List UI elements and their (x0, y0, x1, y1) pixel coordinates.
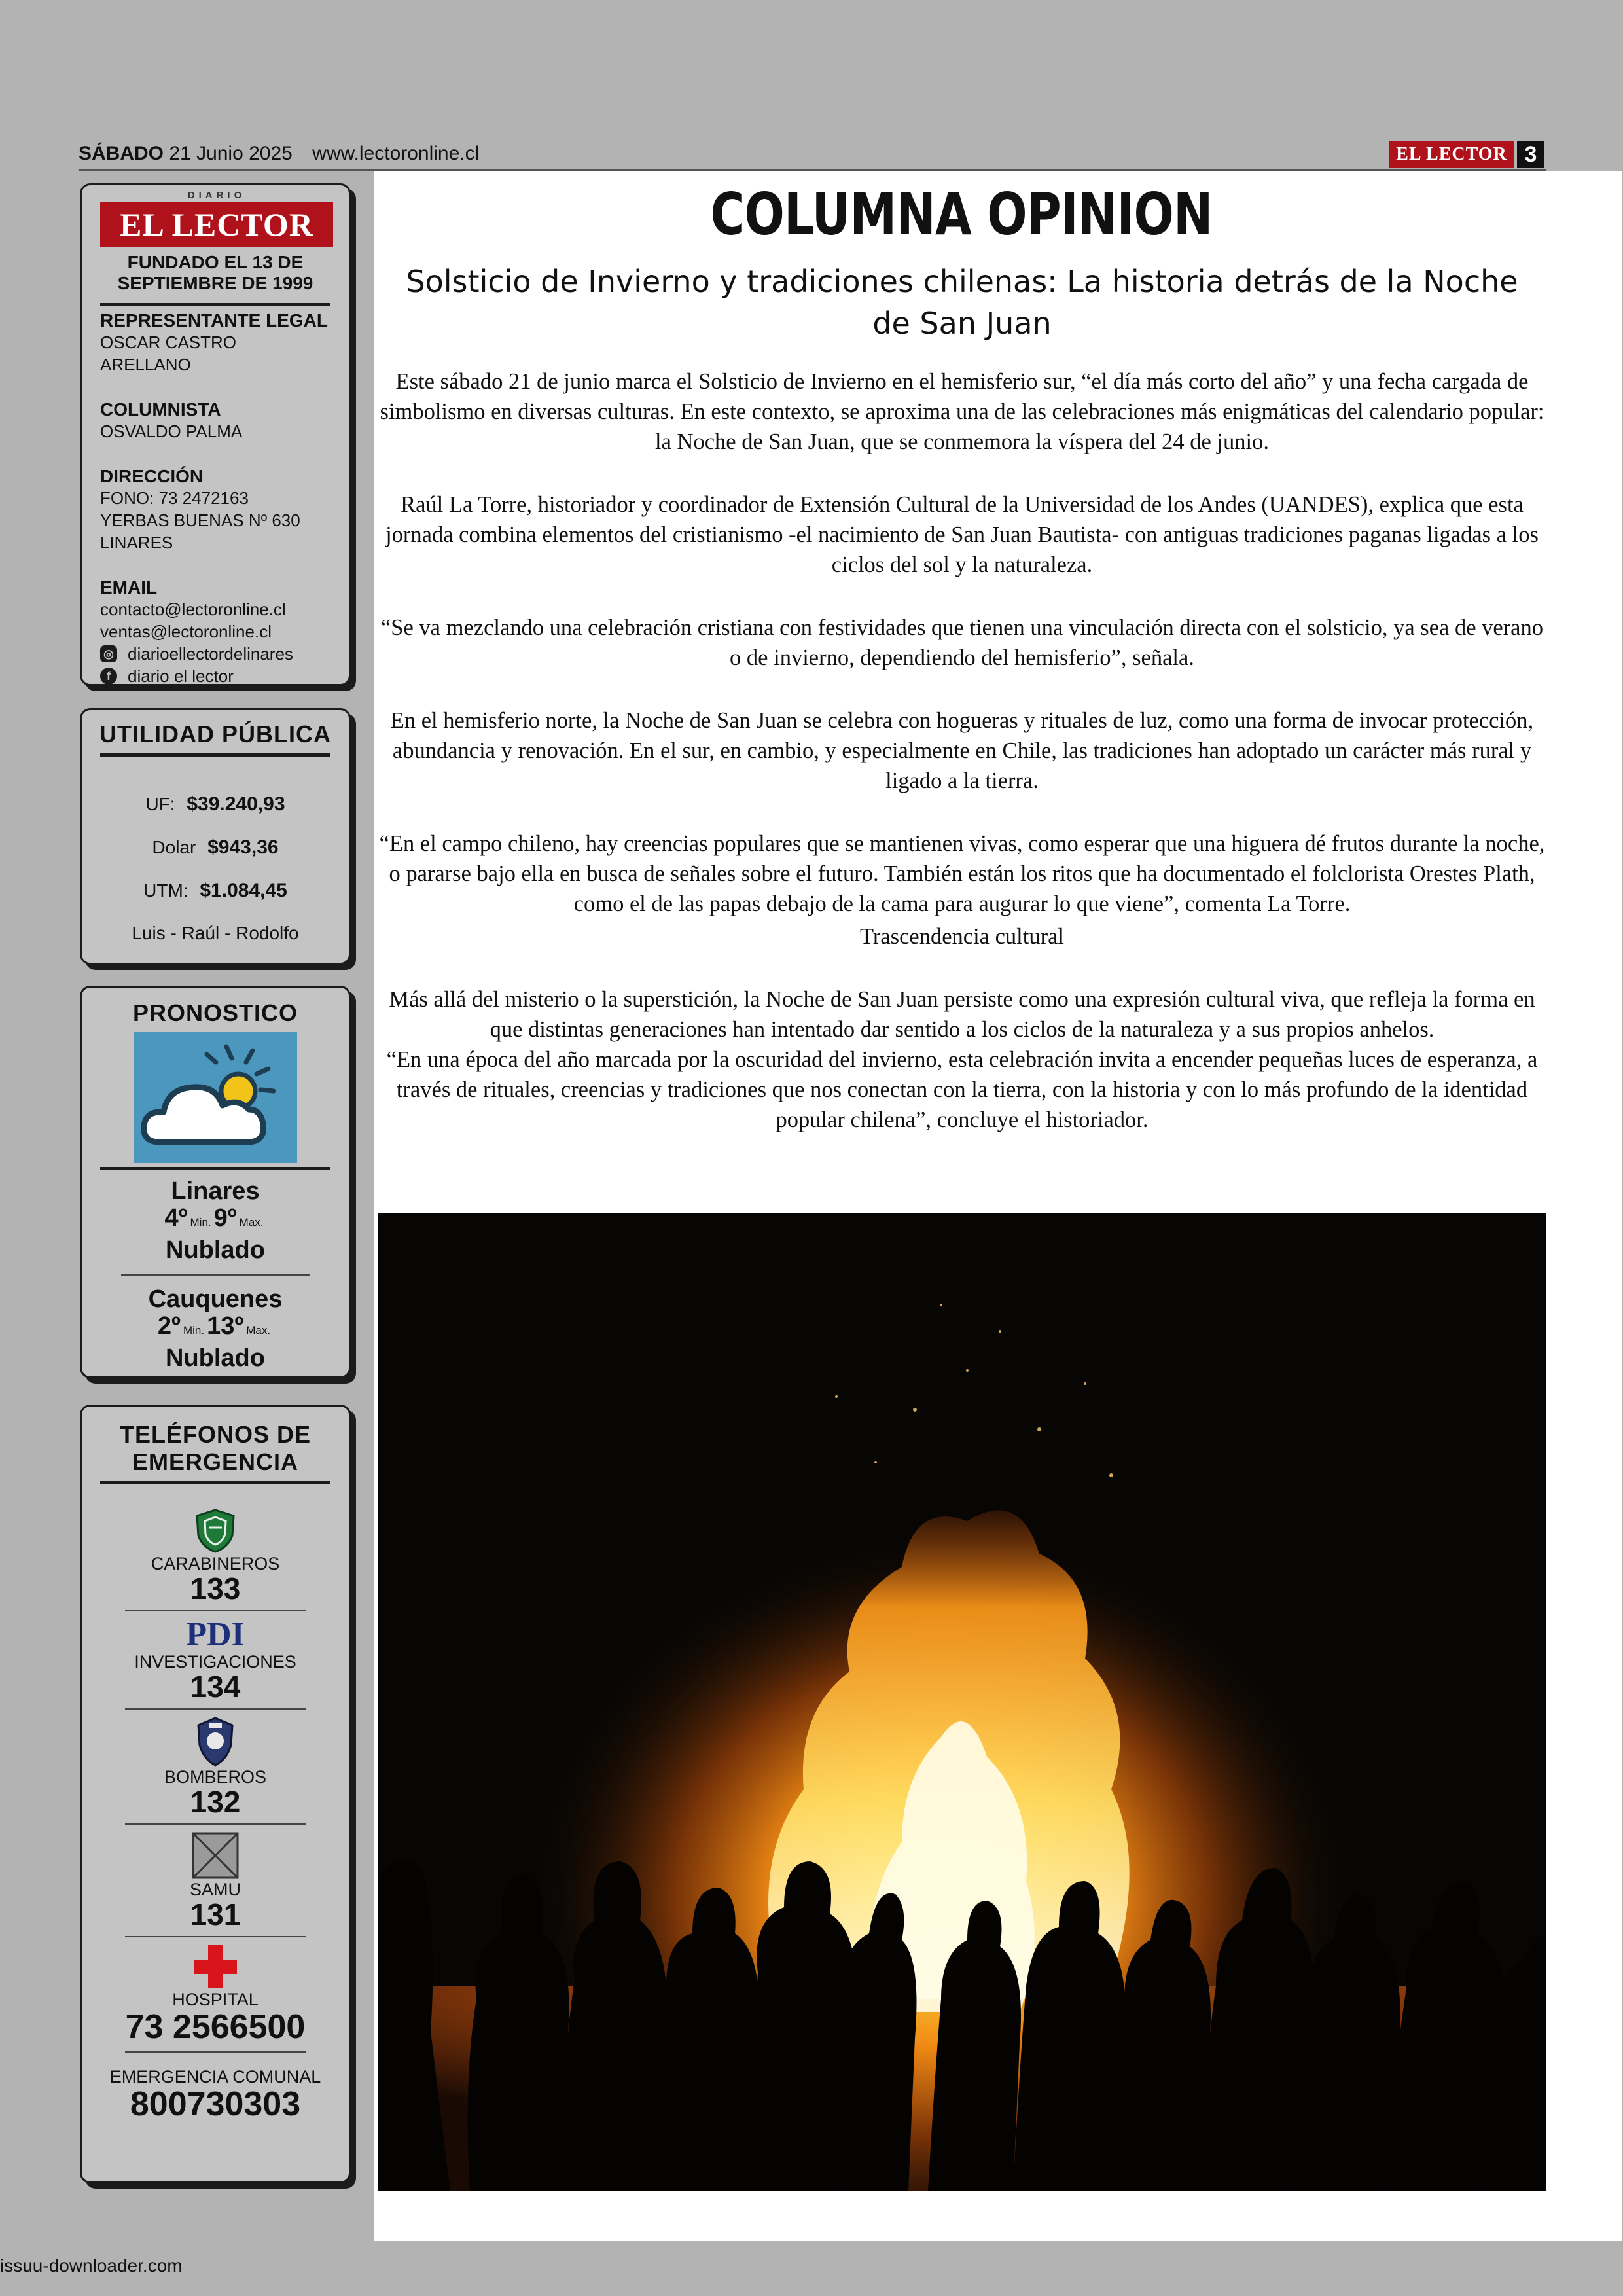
bonfire-photo (378, 1213, 1546, 2191)
city-text: LINARES (100, 533, 173, 552)
founded-text: FUNDADO EL 13 DE SEPTIEMBRE DE 1999 (117, 252, 313, 293)
tel-number[interactable]: 131 (190, 1897, 241, 1931)
tel-divider (125, 1936, 306, 1937)
legal-rep-label: REPRESENTANTE LEGAL (100, 310, 328, 331)
utm-value: $1.084,45 (200, 880, 287, 901)
city-name: Linares (171, 1177, 260, 1205)
article-paragraph: Raúl La Torre, historiador y coordinador de Extensión Cultural de la Universidad de los Andes (UANDES), explica que esta jornada combina elementos del cristianismo -el nacimiento de San Juan Bautista- con antiguas tradiciones paganas ligadas a los ciclos del sol y la naturaleza. (385, 492, 1539, 577)
masthead-separator (100, 303, 330, 306)
forecast-title: PRONOSTICO (132, 999, 298, 1026)
hospital-entry (82, 1944, 349, 2045)
section-title: COLUMNA OPINION (710, 181, 1213, 248)
tel-divider (125, 2051, 306, 2053)
carabineros-shield-icon (194, 1508, 236, 1554)
emergencia-comunal-entry (82, 2067, 349, 2122)
pdi-logo: PDI (186, 1616, 245, 1653)
tel-number[interactable]: 133 (190, 1571, 241, 1605)
bomberos-entry (82, 1716, 349, 1817)
article-paragraph: “En una época del año marcada por la oscuridad del invierno, esta celebración invita a encender pequeñas luces de esperanza, a través de rituales, creencias y tradiciones que nos conectan con la tierra, con la historia y con lo más profundo de la identidad popular chilena”, concluye el historiador. (386, 1047, 1538, 1132)
weather-condition: Nublado (166, 1344, 265, 1372)
facebook-link[interactable] (100, 665, 330, 687)
min-temp: 4º (164, 1204, 188, 1232)
names-row: Luis - Raúl - Rodolfo (132, 923, 299, 943)
dolar-label: Dolar (152, 837, 196, 857)
emergency-box (80, 1405, 351, 2183)
bomberos-badge-icon (194, 1716, 236, 1767)
article-paragraph: En el hemisferio norte, la Noche de San Juan se celebra con hogueras y rituales de luz, como una forma de invocar protección, abundancia y renovación. En el sur, en cambio, y especialmente en Chile, las tradiciones han adoptado un carácter más rural y ligado a la tierra. (390, 708, 1534, 793)
max-label: Max. (246, 1324, 271, 1336)
city-name: Cauquenes (148, 1285, 283, 1313)
tel-label: BOMBEROS (164, 1767, 267, 1787)
bonfire-illustration (378, 1213, 1546, 2191)
header-rule (79, 169, 1546, 171)
forecast-cauquenes (82, 1286, 349, 1372)
carabineros-entry (82, 1508, 349, 1604)
utility-title: UTILIDAD PÚBLICA (99, 721, 331, 747)
street-text: YERBAS BUENAS Nº 630 (100, 511, 300, 530)
legal-rep-name: OSCAR CASTRO ARELLANO (100, 332, 237, 374)
article-headline: Solsticio de Invierno y tradiciones chilenas: La historia detrás de la Noche de San Juan (406, 264, 1518, 341)
uf-label: UF: (145, 794, 175, 814)
header-logo: EL LECTOR (1389, 141, 1514, 168)
tel-divider (125, 1610, 306, 1611)
logo-text: EL LECTOR (120, 206, 313, 243)
article-paragraph: “En el campo chileno, hay creencias populares que se mantienen vivas, como esperar que una higuera dé frutos durante la noche, o pararse bajo ella en busca de señales sobre el futuro. También están los ritos que ha documentado el folclorista Orestes Plath, como el de las papas debajo de la cama para augurar lo que viene”, comenta La Torre. (379, 831, 1545, 916)
red-cross-icon (192, 1944, 238, 1990)
utility-rule (100, 753, 330, 757)
phone-text: FONO: 73 2472163 (100, 488, 249, 508)
address-label: DIRECCIÓN (100, 466, 204, 486)
tel-number[interactable]: 800730303 (130, 2085, 301, 2123)
tel-divider (125, 1708, 306, 1710)
masthead-box (80, 183, 351, 686)
header-day: SÁBADO (79, 143, 164, 164)
watermark-text: issuu-downloader.com (0, 2255, 183, 2276)
max-temp: 9º (213, 1204, 237, 1232)
email-sales[interactable]: ventas@lectoronline.cl (100, 622, 272, 641)
facebook-handle: diario el lector (128, 666, 234, 686)
uf-value: $39.240,93 (187, 793, 285, 815)
page-number: 3 (1517, 141, 1544, 168)
utility-box (80, 708, 351, 965)
min-label: Min. (183, 1324, 205, 1336)
samu-entry (82, 1831, 349, 1929)
logo-diario-label: DIARIO (183, 189, 251, 202)
forecast-rule (100, 1167, 330, 1170)
tel-number[interactable]: 134 (190, 1670, 241, 1704)
max-label: Max. (239, 1216, 264, 1229)
facebook-icon: f (100, 668, 117, 685)
header-date (79, 143, 479, 165)
weather-condition: Nublado (166, 1236, 265, 1264)
partly-cloudy-icon (134, 1032, 297, 1163)
temperature-range (82, 1204, 349, 1236)
tel-divider (125, 1823, 306, 1825)
newspaper-logo (100, 190, 333, 247)
min-label: Min. (190, 1216, 211, 1229)
tel-label: EMERGENCIA COMUNAL (109, 2067, 321, 2087)
email-label: EMAIL (100, 577, 158, 598)
header-url[interactable]: www.lectoronline.cl (312, 143, 480, 164)
forecast-box (80, 986, 351, 1378)
emergency-title: TELÉFONOS DE EMERGENCIA (119, 1421, 312, 1475)
investigaciones-entry (82, 1618, 349, 1702)
tel-label: CARABINEROS (151, 1554, 280, 1573)
article-paragraph: Más allá del misterio o la superstición, la Noche de San Juan persiste como una expresión cultural viva, que refleja la forma en que distintas generaciones han intentado dar sentido a los ciclos de la naturaleza y a sus propios anhelos. (389, 987, 1535, 1042)
tel-label: INVESTIGACIONES (134, 1652, 296, 1672)
email-contact[interactable]: contacto@lectoronline.cl (100, 600, 286, 619)
forecast-divider (121, 1274, 310, 1276)
emergency-rule (100, 1481, 330, 1484)
utm-label: UTM: (143, 880, 188, 901)
tel-label: SAMU (189, 1880, 241, 1899)
forecast-linares (82, 1178, 349, 1264)
uf-row (82, 793, 349, 816)
tel-number[interactable]: 132 (190, 1785, 241, 1819)
utm-row (82, 880, 349, 902)
max-temp: 13º (207, 1312, 244, 1340)
instagram-link[interactable] (100, 643, 330, 665)
article-paragraph: “Se va mezclando una celebración cristiana con festividades que tienen una vinculación directa con el solsticio, ya sea de verano o de invierno, dependiendo del hemisferio”, señala. (380, 615, 1543, 670)
instagram-icon: ◎ (100, 645, 117, 662)
article-paragraph: Este sábado 21 de junio marca el Solsticio de Invierno en el hemisferio sur, “el día más corto del año” y una fecha cargada de simbolismo en diversas culturas. En este contexto, se aproxima una de las celebraciones más enigmáticas del calendario popular: la Noche de San Juan, que se conmemora la víspera del 24 de junio. (380, 369, 1544, 454)
dolar-row (82, 836, 349, 859)
tel-label: HOSPITAL (172, 1990, 259, 2009)
samu-placeholder-icon (191, 1831, 240, 1880)
temperature-range (82, 1312, 349, 1344)
instagram-handle: diarioellectordelinares (128, 644, 293, 664)
dolar-value: $943,36 (207, 836, 279, 858)
min-temp: 2º (157, 1312, 181, 1340)
columnist-name: OSVALDO PALMA (100, 422, 243, 441)
columnist-label: COLUMNISTA (100, 399, 221, 420)
article-subheading: Trascendencia cultural (860, 924, 1064, 949)
article-body (378, 367, 1546, 1135)
header-date-text: 21 Junio 2025 (169, 143, 293, 164)
tel-number[interactable]: 73 2566500 (125, 2008, 306, 2046)
